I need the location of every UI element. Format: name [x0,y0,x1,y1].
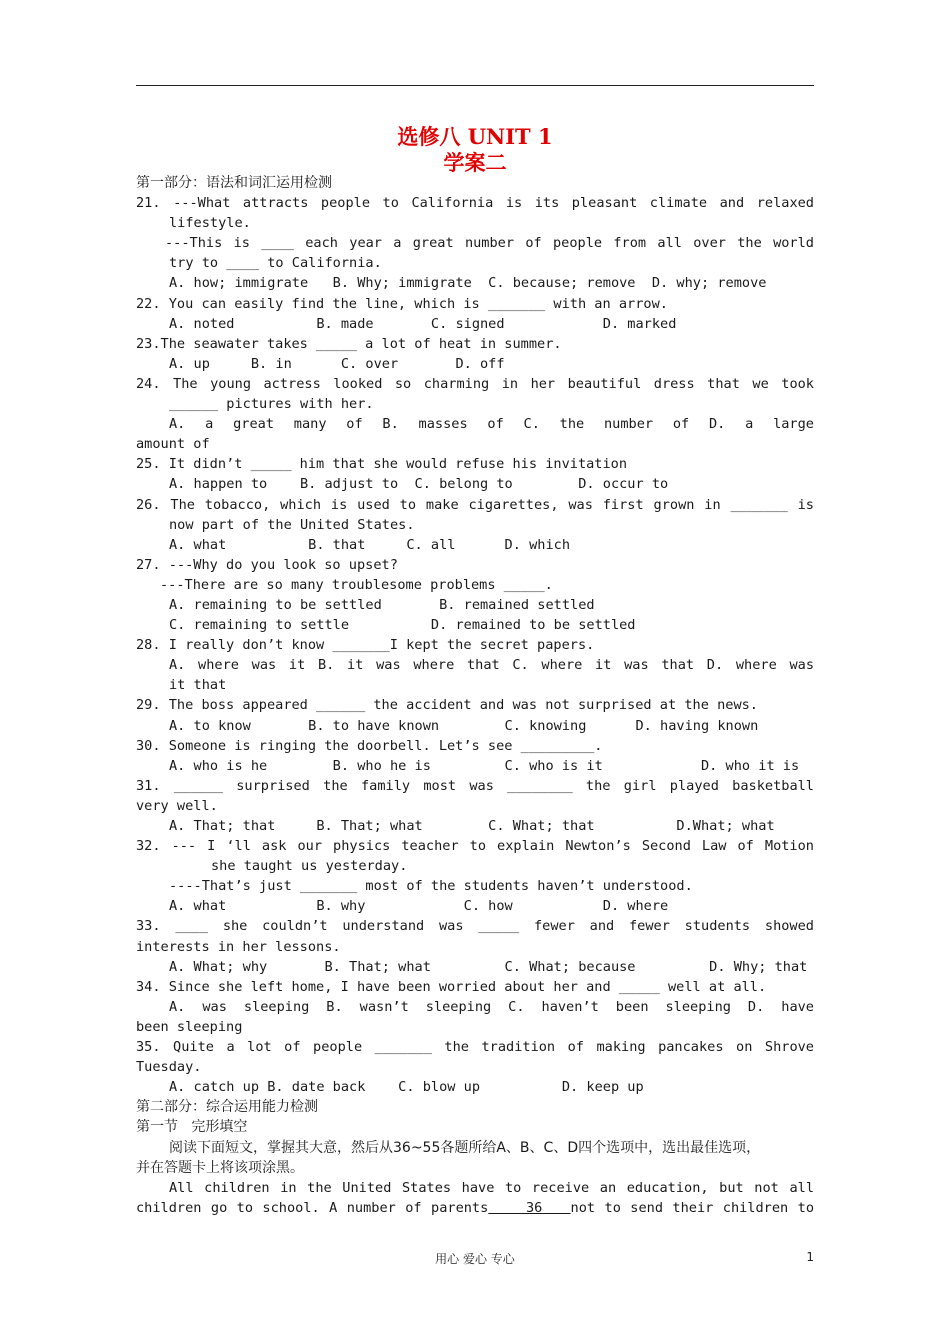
document-body [136,173,814,1218]
question-line: lifestyle. [169,215,251,232]
passage-text: children go to school. A number of parents [136,1199,489,1216]
question-22: 22. You can easily find the line, which is _______ with an arrow. [136,295,668,312]
question-33: 33. ____ she couldn’t understand was _____ fewer and fewer students showed [136,918,814,935]
blank-36: 36 [488,1199,571,1216]
options-23: A. up B. in C. over D. off [169,355,505,372]
question-line: interests in her lessons. [136,938,341,955]
question-line: try to ____ to California. [169,255,382,272]
title-line-1: 选修八 UNIT 1 [397,124,553,149]
question-line: ----That’s just _______ most of the students haven’t understood. [169,878,693,895]
title-line-2: 学案二 [443,150,507,175]
options-line: C. remaining to settle D. remained to be settled [169,617,636,634]
options-line: amount of [136,436,210,453]
header-rule [136,85,814,86]
question-line: very well. [136,797,218,814]
options-27: A. remaining to be settled B. remained settled [169,596,595,613]
question-line: she taught us yesterday. [211,858,408,875]
question-21: 21. ---What attracts people to California is its pleasant climate and relaxed [136,195,814,212]
question-34: 34. Since she left home, I have been worried about her and _____ well at all. [136,978,767,995]
options-24: A. a great many of B. masses of C. the number of D. a large [169,416,814,433]
options-30: A. who is he B. who he is C. who is it D. who it is [169,757,800,774]
passage-text: not to send their children to [570,1199,814,1216]
question-line: ---There are so many troublesome problems _____. [160,576,553,593]
options-21: A. how; immigrate B. Why; immigrate C. because; remove D. why; remove [169,275,767,292]
footer-text: 用心 爱心 专心 [435,1252,515,1266]
question-27: 27. ---Why do you look so upset? [136,556,398,573]
question-28: 28. I really don’t know _______I kept the secret papers. [136,637,595,654]
section-heading: 第二部分：综合运用能力检测 [136,1099,318,1116]
passage-line: All children in the United States have to receive an education, but not all [169,1179,814,1196]
question-30: 30. Someone is ringing the doorbell. Let’s see _________. [136,737,603,754]
options-32: A. what B. why C. how D. where [169,898,669,915]
options-25: A. happen to B. adjust to C. belong to D. occur to [169,476,669,493]
question-31: 31. ______ surprised the family most was ________ the girl played basketball [136,777,814,794]
instructions: 阅读下面短文，掌握其大意，然后从36~55各题所给A、B、C、D四个选项中，选出最佳选项， [169,1139,761,1156]
question-line: now part of the United States. [169,516,415,533]
options-34: A. was sleeping B. wasn’t sleeping C. haven’t been sleeping D. have [169,998,814,1015]
options-35: A. catch up B. date back C. blow up D. keep up [169,1079,644,1096]
page-number: 1 [806,1250,814,1264]
options-28: A. where was it B. it was where that C. where it was that D. where was [169,657,814,674]
options-33: A. What; why B. That; what C. What; because D. Why; that [169,958,808,975]
question-29: 29. The boss appeared ______ the accident and was not surprised at the news. [136,697,758,714]
question-line: ______ pictures with her. [169,396,374,413]
question-26: 26. The tobacco, which is used to make cigarettes, was first grown in _______ is [136,496,814,513]
question-line: ---This is ____ each year a great number of people from all over the world [165,235,814,252]
question-32: 32. --- I ‘ll ask our physics teacher to explain Newton’s Second Law of Motion [136,838,814,855]
options-29: A. to know B. to have known C. knowing D. having known [169,717,759,734]
subsection-heading: 第一节 完形填空 [136,1119,248,1136]
options-line: it that [169,677,227,694]
options-31: A. That; that B. That; what C. What; that D.What; what [169,818,775,834]
options-line: been sleeping [136,1018,243,1035]
instructions: 并在答题卡上将该项涂黑。 [136,1159,304,1176]
question-35: 35. Quite a lot of people _______ the tradition of making pancakes on Shrove [136,1039,814,1056]
section-heading: 第一部分：语法和词汇运用检测 [136,175,332,191]
options-22: A. noted B. made C. signed D. marked [169,315,677,332]
question-line: Tuesday. [136,1059,202,1076]
question-25: 25. It didn’t _____ him that she would refuse his invitation [136,456,628,473]
passage-line [136,1198,814,1218]
options-26: A. what B. that C. all D. which [169,536,571,553]
question-23: 23.The seawater takes _____ a lot of heat in summer. [136,335,562,352]
question-24: 24. The young actress looked so charming in her beautiful dress that we took [136,375,814,392]
